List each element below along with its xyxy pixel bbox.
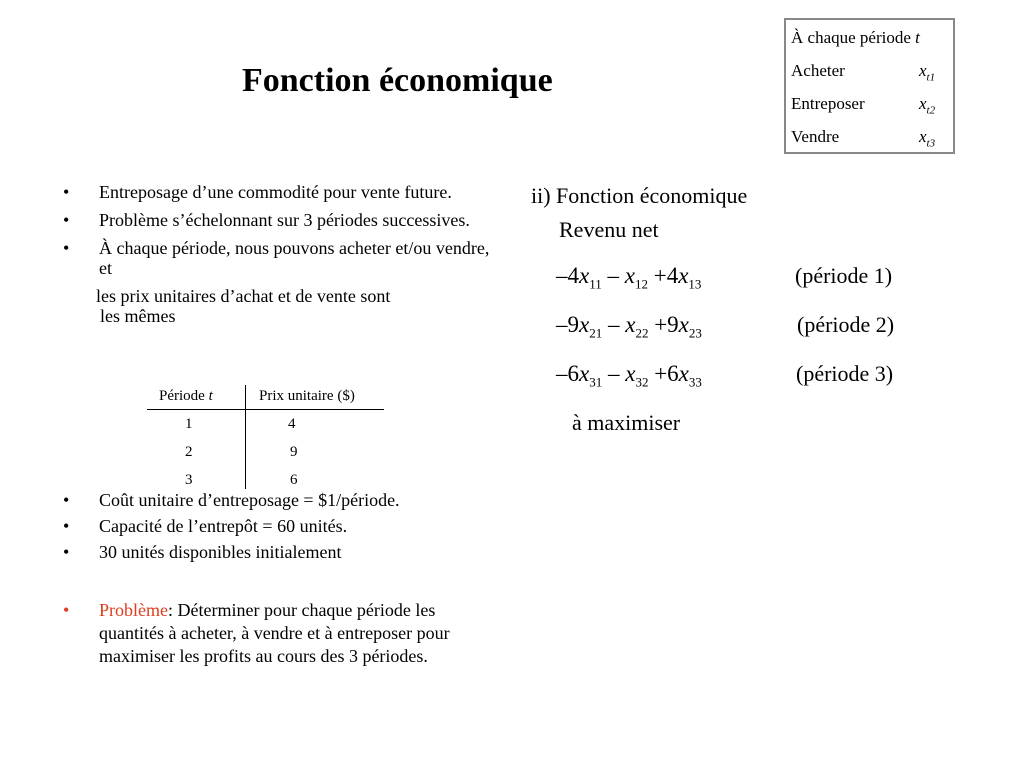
table-cell-period: 2 [185,444,193,460]
table-cell-period: 1 [185,416,193,432]
bullet-icon: • [63,490,70,510]
table-cell-price: 6 [290,472,298,488]
price-table [147,385,387,489]
list-item: • Entreposage d’une commodité pour vente future. [63,182,452,202]
bullet-icon: • [63,600,70,620]
problem-statement [58,599,503,676]
bullet-list [58,182,498,334]
legend-label: Entreposer [791,94,865,113]
list-item: • À chaque période, nous pouvons acheter et/ou vendre, et [63,238,490,278]
legend-row [791,127,953,160]
legend-label: Vendre [791,127,840,146]
equation-period-label: (période 1) [795,263,893,288]
equation-period-label: (période 2) [797,312,895,337]
legend-label: Acheter [791,61,845,80]
table-header-price: Prix unitaire ($) [259,388,355,404]
equation-period-label: (période 3) [796,361,894,386]
table-header-period: Période t [159,388,213,404]
legend-header-var: t [915,28,920,47]
bullet-icon: • [63,542,70,562]
table-cell-price: 9 [290,444,298,460]
legend-header [791,28,953,61]
legend-header-text: À chaque période [791,28,916,47]
equation-period-2: $-9x_{21} - x_{22} +9x_{23}$ [556,312,702,341]
list-continuation: les prix unitaires d’achat et de vente sont les mêmes [96,286,391,326]
legend-var: $x_{t2}$ [919,94,936,117]
bullet-list-2 [58,490,498,568]
problem-text: : Déterminer pour chaque période les quantités à acheter, à vendre et à entreposer pour maximiser les profits au cours des 3 périodes. [99,600,450,666]
section-heading: ii) Fonction économique [531,183,748,208]
section-subheading: Revenu net [559,217,659,242]
bullet-icon: • [63,238,70,258]
list-item: • Problème s’échelonnant sur 3 périodes successives. [63,210,470,230]
page-title: Fonction économique [242,62,553,99]
equation-period-3: $-6x_{31} - x_{32} +6x_{33}$ [556,361,702,390]
list-item: • Coût unitaire d’entreposage = $1/période. [63,490,400,510]
bullet-icon: • [63,182,70,202]
maximize-label: à maximiser [572,410,681,435]
legend-var: $x_{t3}$ [919,127,936,150]
table-cell-price: 4 [288,416,296,432]
variables-legend [784,18,955,154]
bullet-icon: • [63,210,70,230]
list-item: • 30 unités disponibles initialement [63,542,342,562]
legend-var: $x_{t1}$ [919,61,936,84]
problem-keyword: Problème [99,600,168,620]
table-cell-period: 3 [185,472,193,488]
bullet-icon: • [63,516,70,536]
equation-period-1: $-4x_{11} - x_{12} +4x_{13}$ [556,263,702,292]
list-item: • Capacité de l’entrepôt = 60 unités. [63,516,348,536]
legend-row [791,61,953,94]
legend-row [791,94,953,127]
